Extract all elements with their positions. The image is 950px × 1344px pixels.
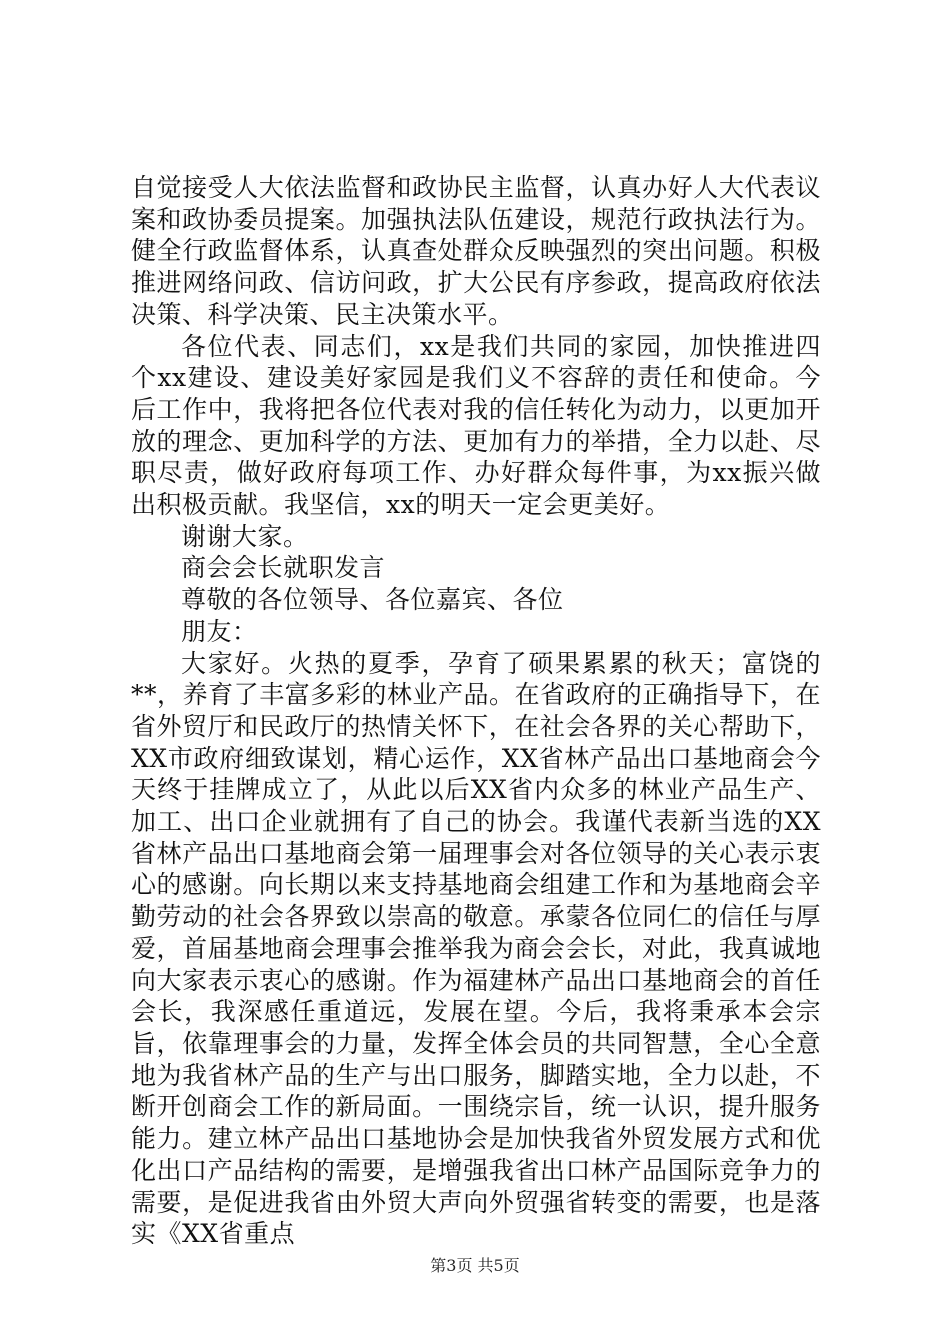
document-body xyxy=(131,172,821,1250)
paragraph-2: 各位代表、同志们，xx是我们共同的家园，加快推进四个xx建设、建设美好家园是我们义不容辞的责任和使命。今后工作中，我将把各位代表对我的信任转化为动力，以更加开放的理念、更加科学的方法、更加有力的举措，全力以赴、尽职尽责，做好政府每项工作、办好群众每件事，为xx振兴做出积极贡献。我坚信，xx的明天一定会更美好。 xyxy=(131,331,821,520)
paragraph-1: 自觉接受人大依法监督和政协民主监督，认真办好人大代表议案和政协委员提案。加强执法队伍建设，规范行政执法行为。健全行政监督体系，认真查处群众反映强烈的突出问题。积极推进网络问政、信访问政，扩大公民有序参政，提高政府依法决策、科学决策、民主决策水平。 xyxy=(131,173,821,329)
section-title: 商会会长就职发言 xyxy=(181,553,386,583)
page-footer: 第3页 共5页 xyxy=(430,1256,520,1275)
paragraph-main: 大家好。火热的夏季，孕育了硕果累累的秋天；富饶的**，养育了丰富多彩的林业产品。在省政府的正确指导下，在省外贸厅和民政厅的热情关怀下，在社会各界的关心帮助下，XX市政府细致谋划，精心运作，XX省林产品出口基地商会今天终于挂牌成立了，从此以后XX省内众多的林业产品生产、加工、出口企业就拥有了自己的协会。我谨代表新当选的XX省林产品出口基地商会第一届理事会对各位领导的关心表示衷心的感谢。向长期以来支持基地商会组建工作和为基地商会辛勤劳动的社会各界致以崇高的敬意。承蒙各位同仁的信任与厚爱，首届基地商会理事会推举我为商会会长，对此，我真诚地向大家表示衷心的感谢。作为福建林产品出口基地商会的首任会长，我深感任重道远，发展在望。今后，我将秉承本会宗旨，依靠理事会的力量，发挥全体会员的共同智慧，全心全意地为我省林产品的生产与出口服务，脚踏实地，全力以赴，不断开创商会工作的新局面。一围绕宗旨，统一认识，提升服务能力。建立林产品出口基地协会是加快我省外贸发展方式和优化出口产品结构的需要，是增强我省出口林产品国际竞争力的需要，是促进我省由外贸大声向外贸强省转变的需要，也是落实《XX省重点 xyxy=(131,648,821,1249)
salutation-line-1: 尊敬的各位领导、各位嘉宾、各位 xyxy=(181,585,564,615)
salutation-line-2: 朋友： xyxy=(181,616,258,646)
paragraph-3: 谢谢大家。 xyxy=(181,521,309,551)
